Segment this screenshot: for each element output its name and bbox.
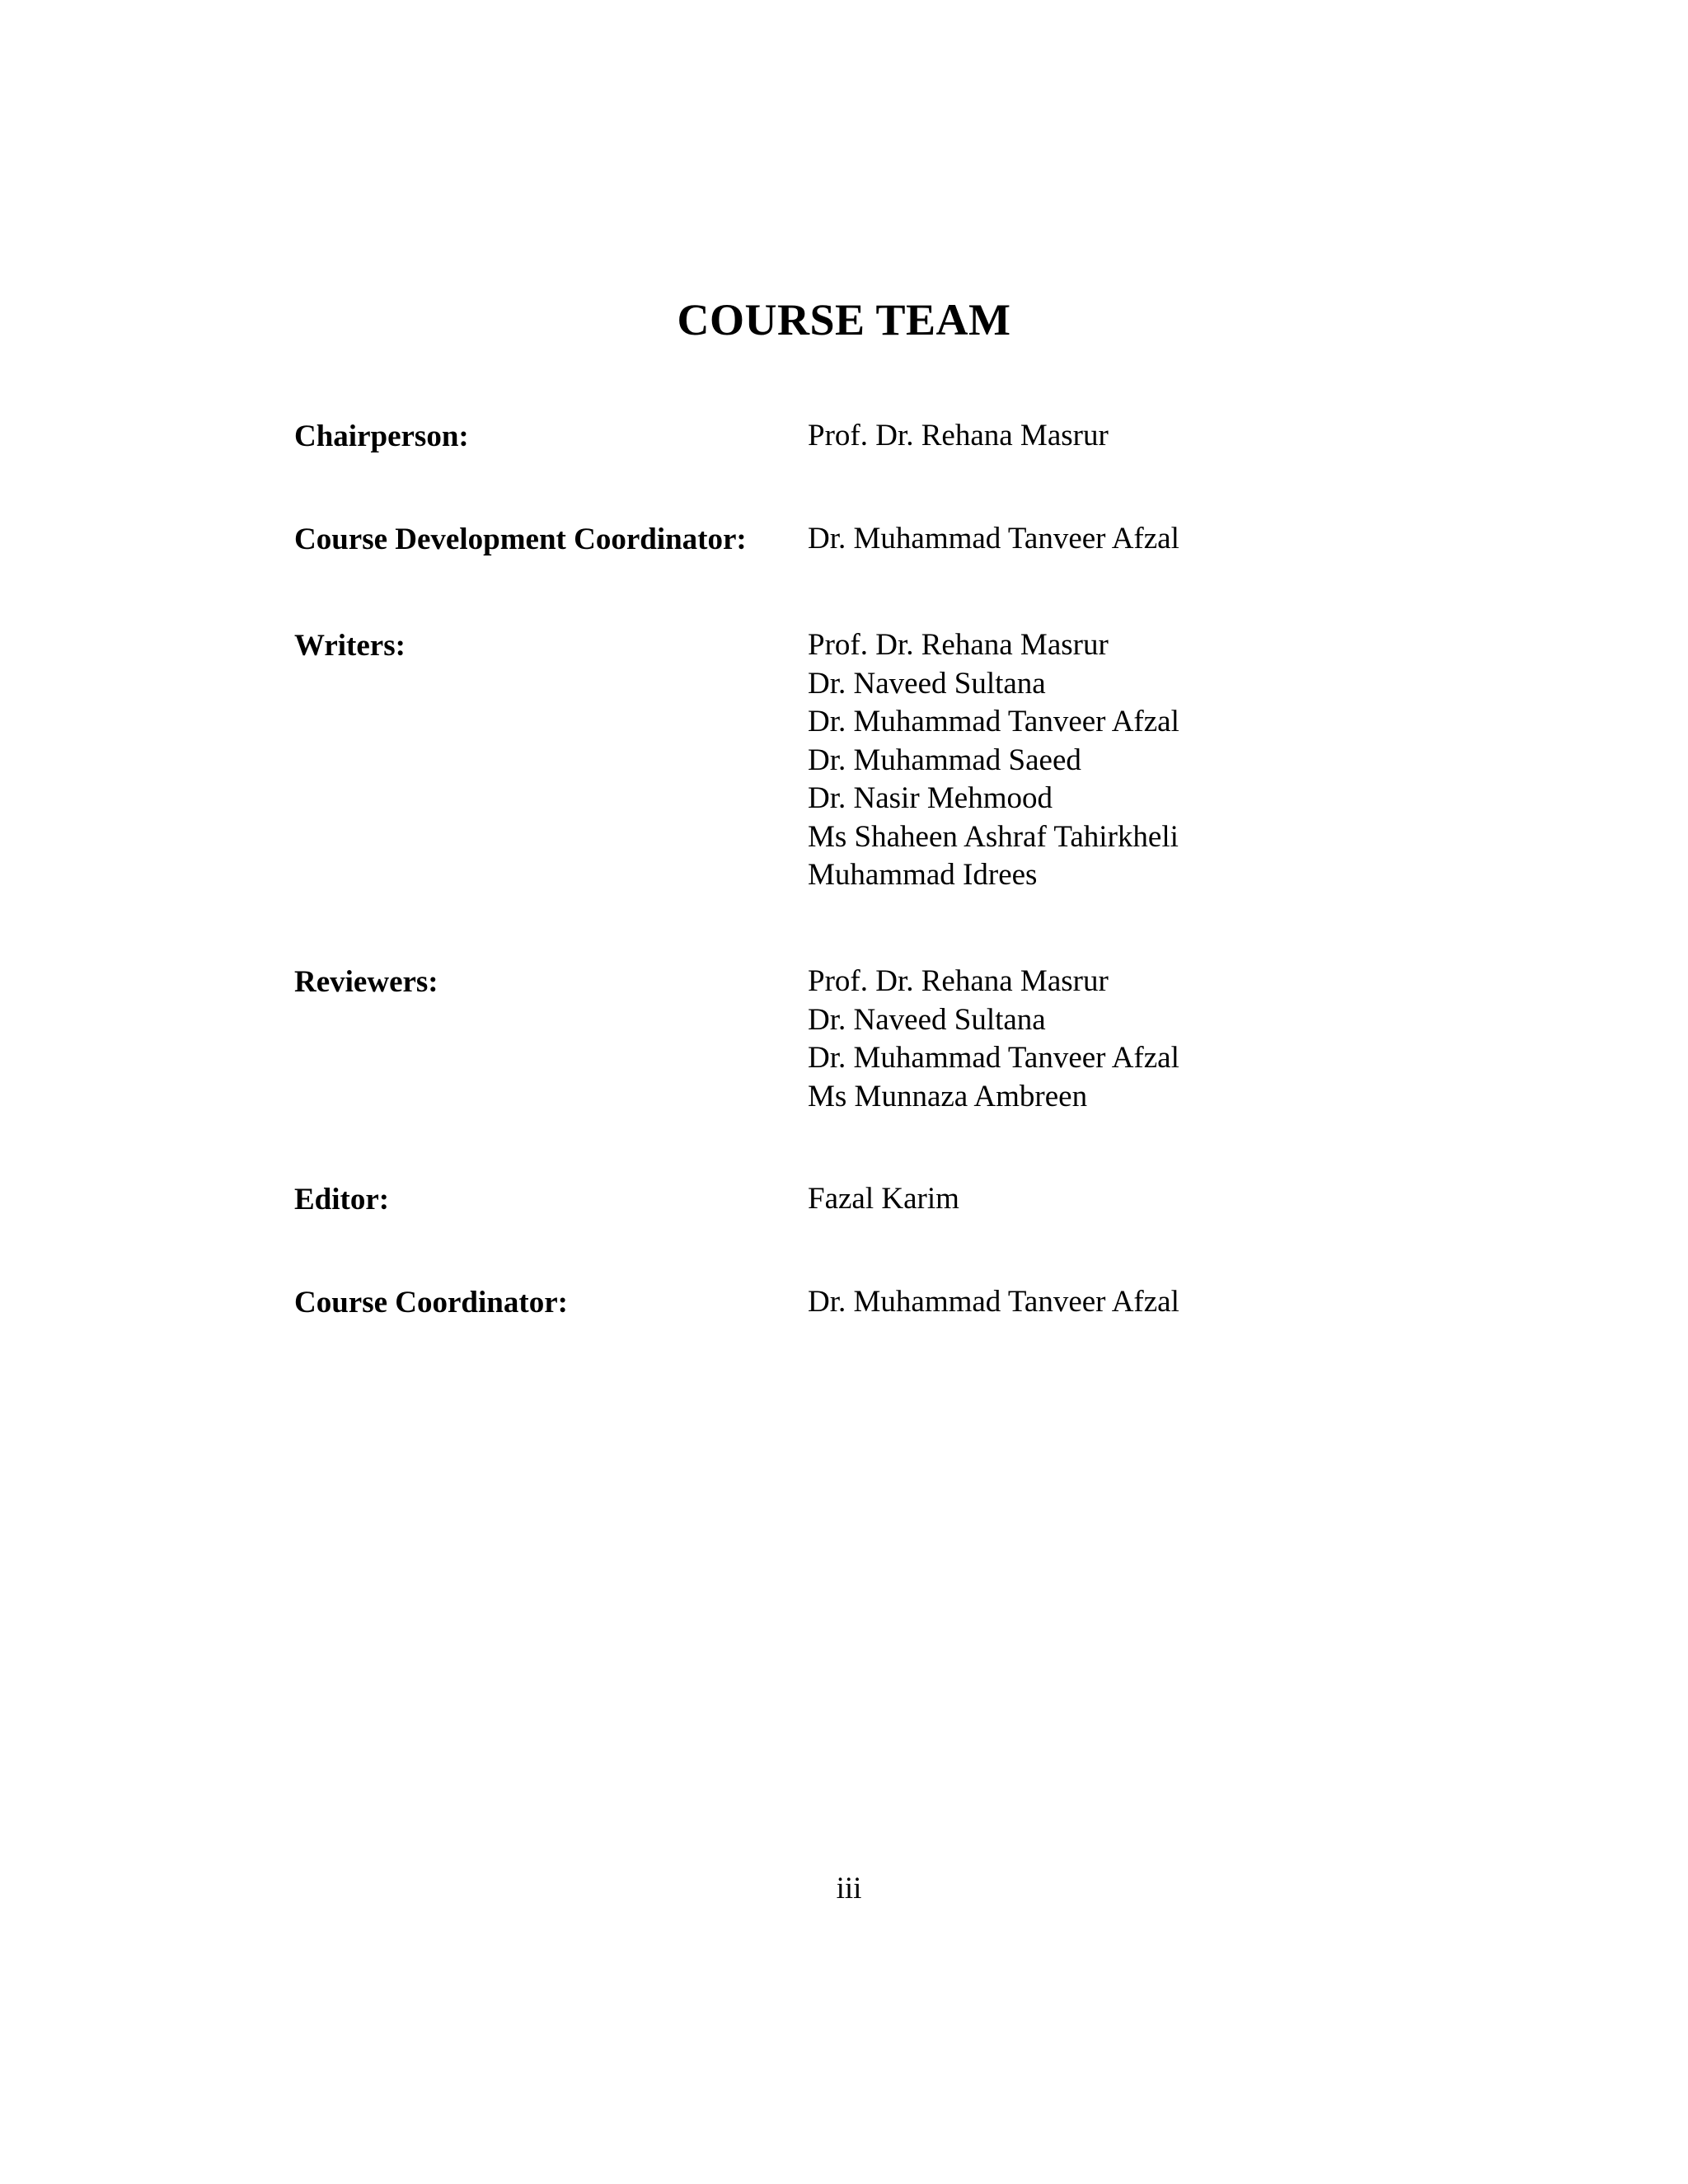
member-name: Muhammad Idrees <box>808 858 1038 892</box>
member-list-reviewers <box>808 963 1179 1116</box>
role-label-reviewers: Reviewers: <box>294 965 438 999</box>
page-title: COURSE TEAM <box>677 295 1011 344</box>
page-number: iii <box>836 1872 862 1905</box>
member-name: Dr. Naveed Sultana <box>808 666 1046 701</box>
member-name: Dr. Muhammad Tanveer Afzal <box>808 522 1179 555</box>
member-name: Dr. Nasir Mehmood <box>808 781 1053 815</box>
role-label-course-development-coordinator: Course Development Coordinator: <box>294 523 747 556</box>
member-name: Prof. Dr. Rehana Masrur <box>808 628 1109 662</box>
member-list-writers <box>808 626 1179 895</box>
member-name: Dr. Muhammad Saeed <box>808 743 1081 777</box>
member-name: Dr. Muhammad Tanveer Afzal <box>808 705 1179 738</box>
member-list-chairperson <box>808 417 1109 456</box>
member-name: Prof. Dr. Rehana Masrur <box>808 419 1109 452</box>
member-name: Dr. Muhammad Tanveer Afzal <box>808 1041 1179 1075</box>
role-label-chairperson: Chairperson: <box>294 419 469 453</box>
member-name: Ms Munnaza Ambreen <box>808 1079 1088 1113</box>
member-list-course-coordinator <box>808 1283 1179 1322</box>
member-name: Ms Shaheen Ashraf Tahirkheli <box>808 819 1179 854</box>
member-list-editor <box>808 1180 959 1219</box>
role-label-editor: Editor: <box>294 1183 390 1216</box>
member-name: Fazal Karim <box>808 1182 959 1216</box>
member-name: Prof. Dr. Rehana Masrur <box>808 964 1109 998</box>
role-label-writers: Writers: <box>294 629 406 663</box>
role-label-course-coordinator: Course Coordinator: <box>294 1286 568 1319</box>
member-name: Dr. Naveed Sultana <box>808 1002 1046 1037</box>
member-name: Dr. Muhammad Tanveer Afzal <box>808 1285 1179 1319</box>
member-list-course-development-coordinator <box>808 520 1179 559</box>
